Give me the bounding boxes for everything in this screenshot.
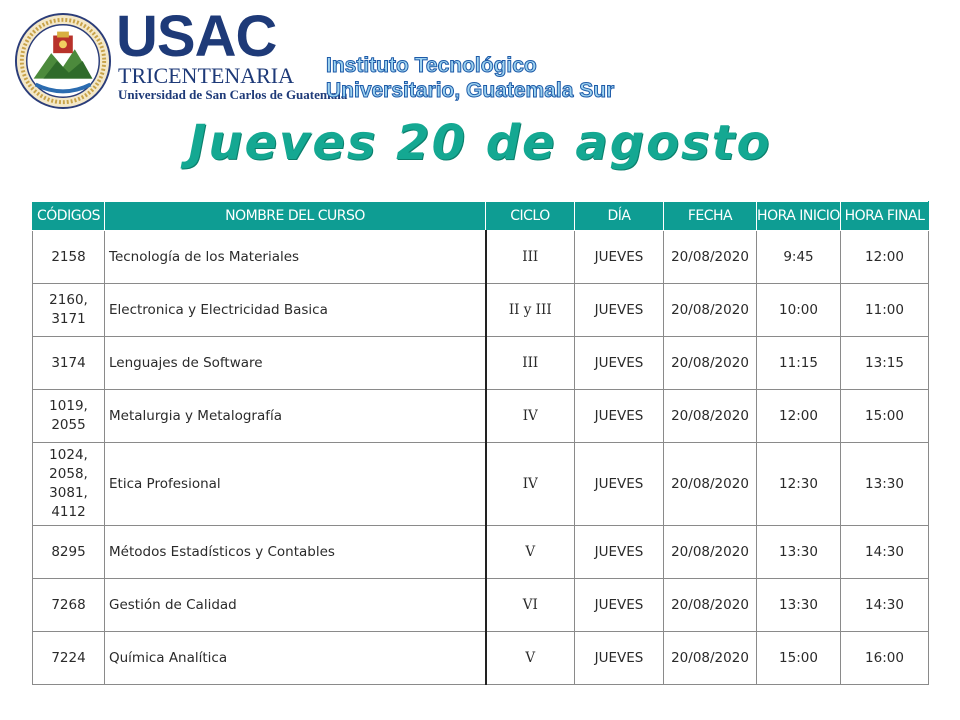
table-row — [33, 337, 929, 390]
hora-inicio-cell: 10:00 — [757, 284, 841, 337]
logo-tricentenaria-text: TRICENTENARIA — [118, 63, 294, 88]
table-row — [33, 579, 929, 632]
dia-cell: JUEVES — [575, 390, 664, 443]
table-row — [33, 284, 929, 337]
fecha-cell: 20/08/2020 — [664, 284, 757, 337]
usac-logo — [116, 4, 348, 106]
hora-inicio-cell: 13:30 — [757, 526, 841, 579]
university-seal-logo — [14, 12, 112, 110]
page-title: Jueves 20 de agosto — [188, 115, 772, 171]
hora-final-cell: 14:30 — [841, 526, 929, 579]
code: 3171 — [51, 311, 86, 327]
header-codigos: CÓDIGOS — [33, 202, 105, 231]
hora-final-cell: 15:00 — [841, 390, 929, 443]
codes-cell — [33, 443, 105, 526]
dia-cell: JUEVES — [575, 337, 664, 390]
fecha-cell: 20/08/2020 — [664, 443, 757, 526]
ciclo-cell: III — [486, 231, 575, 284]
institute-name — [326, 53, 614, 103]
table-header-row — [33, 202, 929, 231]
table-row — [33, 231, 929, 284]
ciclo-cell: IV — [486, 390, 575, 443]
header-hora-inicio: HORA INICIO — [757, 202, 841, 231]
hora-final-cell: 13:30 — [841, 443, 929, 526]
ciclo-cell: IV — [486, 443, 575, 526]
course-name: Química Analítica — [105, 632, 486, 685]
ciclo-cell: III — [486, 337, 575, 390]
code: 2058, — [49, 466, 88, 482]
code: 7268 — [51, 596, 86, 613]
codes-cell — [33, 337, 105, 390]
fecha-cell: 20/08/2020 — [664, 526, 757, 579]
table-row — [33, 526, 929, 579]
code: 8295 — [51, 543, 86, 560]
code: 1024, — [49, 447, 88, 463]
hora-final-cell: 13:15 — [841, 337, 929, 390]
hora-inicio-cell: 15:00 — [757, 632, 841, 685]
hora-inicio-cell: 11:15 — [757, 337, 841, 390]
dia-cell: JUEVES — [575, 579, 664, 632]
hora-inicio-cell: 13:30 — [757, 579, 841, 632]
code: 2158 — [51, 248, 86, 265]
header-hora-final: HORA FINAL — [841, 202, 929, 231]
codes-cell — [33, 231, 105, 284]
course-name: Metalurgia y Metalografía — [105, 390, 486, 443]
hora-final-cell: 12:00 — [841, 231, 929, 284]
code: 3174 — [51, 354, 86, 371]
dia-cell: JUEVES — [575, 443, 664, 526]
code: 7224 — [51, 649, 86, 666]
fecha-cell: 20/08/2020 — [664, 632, 757, 685]
dia-cell: JUEVES — [575, 632, 664, 685]
fecha-cell: 20/08/2020 — [664, 579, 757, 632]
institute-line-2: Universitario, Guatemala Sur — [326, 79, 615, 102]
codes-cell — [33, 284, 105, 337]
ciclo-cell: VI — [486, 579, 575, 632]
hora-final-cell: 11:00 — [841, 284, 929, 337]
institute-line-1: Instituto Tecnológico — [326, 54, 537, 77]
exam-schedule-table — [32, 201, 929, 685]
fecha-cell: 20/08/2020 — [664, 337, 757, 390]
hora-inicio-cell: 9:45 — [757, 231, 841, 284]
codes-cell — [33, 579, 105, 632]
hora-final-cell: 14:30 — [841, 579, 929, 632]
course-name: Métodos Estadísticos y Contables — [105, 526, 486, 579]
course-name: Lenguajes de Software — [105, 337, 486, 390]
table-row — [33, 632, 929, 685]
logo-university-name: Universidad de San Carlos de Guatemala — [118, 87, 348, 102]
logo-usac-text: USAC — [116, 4, 277, 69]
table-row — [33, 443, 929, 526]
dia-cell: JUEVES — [575, 284, 664, 337]
hora-inicio-cell: 12:00 — [757, 390, 841, 443]
code: 3081, — [49, 485, 88, 501]
code: 2160, — [49, 292, 88, 308]
dia-cell: JUEVES — [575, 231, 664, 284]
header-fecha: FECHA — [664, 202, 757, 231]
fecha-cell: 20/08/2020 — [664, 231, 757, 284]
fecha-cell: 20/08/2020 — [664, 390, 757, 443]
hora-final-cell: 16:00 — [841, 632, 929, 685]
header-dia: DÍA — [575, 202, 664, 231]
codes-cell — [33, 526, 105, 579]
hora-inicio-cell: 12:30 — [757, 443, 841, 526]
course-name: Etica Profesional — [105, 443, 486, 526]
course-name: Gestión de Calidad — [105, 579, 486, 632]
code: 2055 — [51, 417, 86, 433]
table-row — [33, 390, 929, 443]
header-ciclo: CICLO — [486, 202, 575, 231]
dia-cell: JUEVES — [575, 526, 664, 579]
ciclo-cell: V — [486, 632, 575, 685]
codes-cell — [33, 632, 105, 685]
ciclo-cell: V — [486, 526, 575, 579]
ciclo-cell: II y III — [486, 284, 575, 337]
header-nombre-curso: NOMBRE DEL CURSO — [105, 202, 486, 231]
code: 4112 — [51, 504, 86, 520]
course-name: Electronica y Electricidad Basica — [105, 284, 486, 337]
codes-cell — [33, 390, 105, 443]
course-name: Tecnología de los Materiales — [105, 231, 486, 284]
code: 1019, — [49, 398, 88, 414]
